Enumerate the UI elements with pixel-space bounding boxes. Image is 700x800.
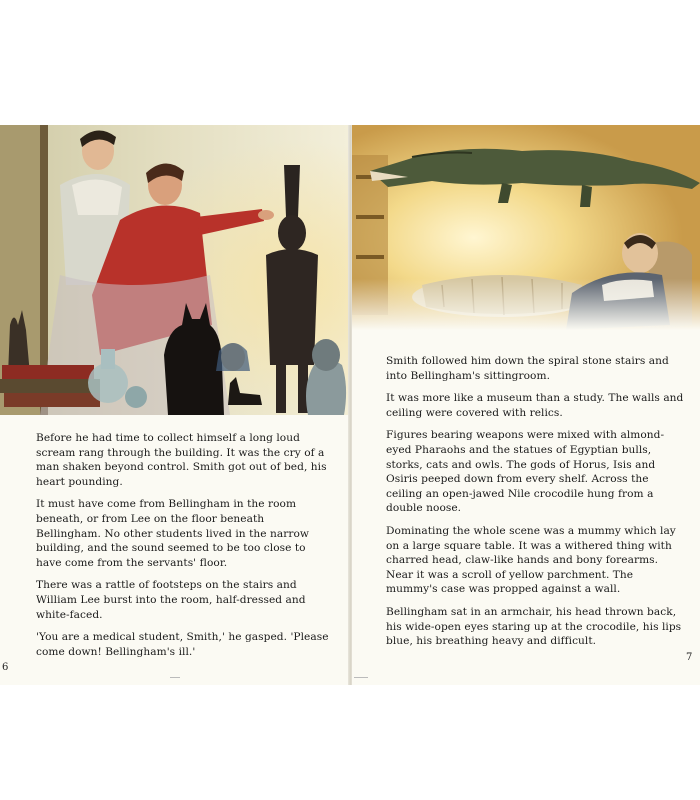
crocodile-armchair-scene [352, 125, 700, 330]
museum-room-scene [0, 125, 349, 415]
paragraph: Dominating the whole scene was a mummy which lay on a large square table. It was a withered thing with charred head, claw-like hands and bony forearms. Near it was a scroll of yellow parchment. The mummy's case was propped against a wall. [386, 524, 676, 596]
paragraph: There was a rattle of footsteps on the stairs and William Lee burst into the room, half-dressed and white-faced. [36, 579, 306, 621]
page-number-left: 6 [2, 662, 9, 673]
paragraph: Bellingham sat in an armchair, his head thrown back, his wide-open eyes staring up at the crocodile, his lips blue, his breathing heavy and difficult. [386, 605, 682, 648]
left-page-text [36, 431, 332, 667]
paragraph: It must have come from Bellingham in the room beneath, or from Lee on the floor beneath Bellingham. No other students lived in the narrow building, and the sound seemed to be too close to have come from the servants' floor. [36, 498, 310, 569]
paragraph: Figures bearing weapons were mixed with almond-eyed Pharaohs and the statues of Egyptian bulls, storks, cats and owls. The gods of Horus, Isis and Osiris peeped down from every shelf. Across the ceiling an open-jawed Nile crocodile hung from a double noose. [386, 429, 665, 515]
paragraph: Before he had time to collect himself a long loud scream rang through the building. It was the cry of a man shaken beyond control. Smith got out of bed, his heart pounding. [36, 432, 327, 488]
paragraph: Smith followed him down the spiral stone stairs and into Bellingham's sittingroom. [386, 355, 669, 382]
left-illustration [0, 125, 349, 415]
paragraph: It was more like a museum than a study. The walls and ceiling were covered with relics. [386, 392, 684, 419]
left-page [0, 125, 349, 685]
page-mark [354, 677, 368, 678]
right-page-text [386, 354, 686, 657]
page-number-right: 7 [686, 652, 693, 663]
right-illustration [352, 125, 700, 330]
paragraph: 'You are a medical student, Smith,' he gasped. 'Please come down! Bellingham's ill.' [36, 631, 329, 658]
right-page [352, 125, 700, 685]
page-mark [170, 677, 180, 678]
